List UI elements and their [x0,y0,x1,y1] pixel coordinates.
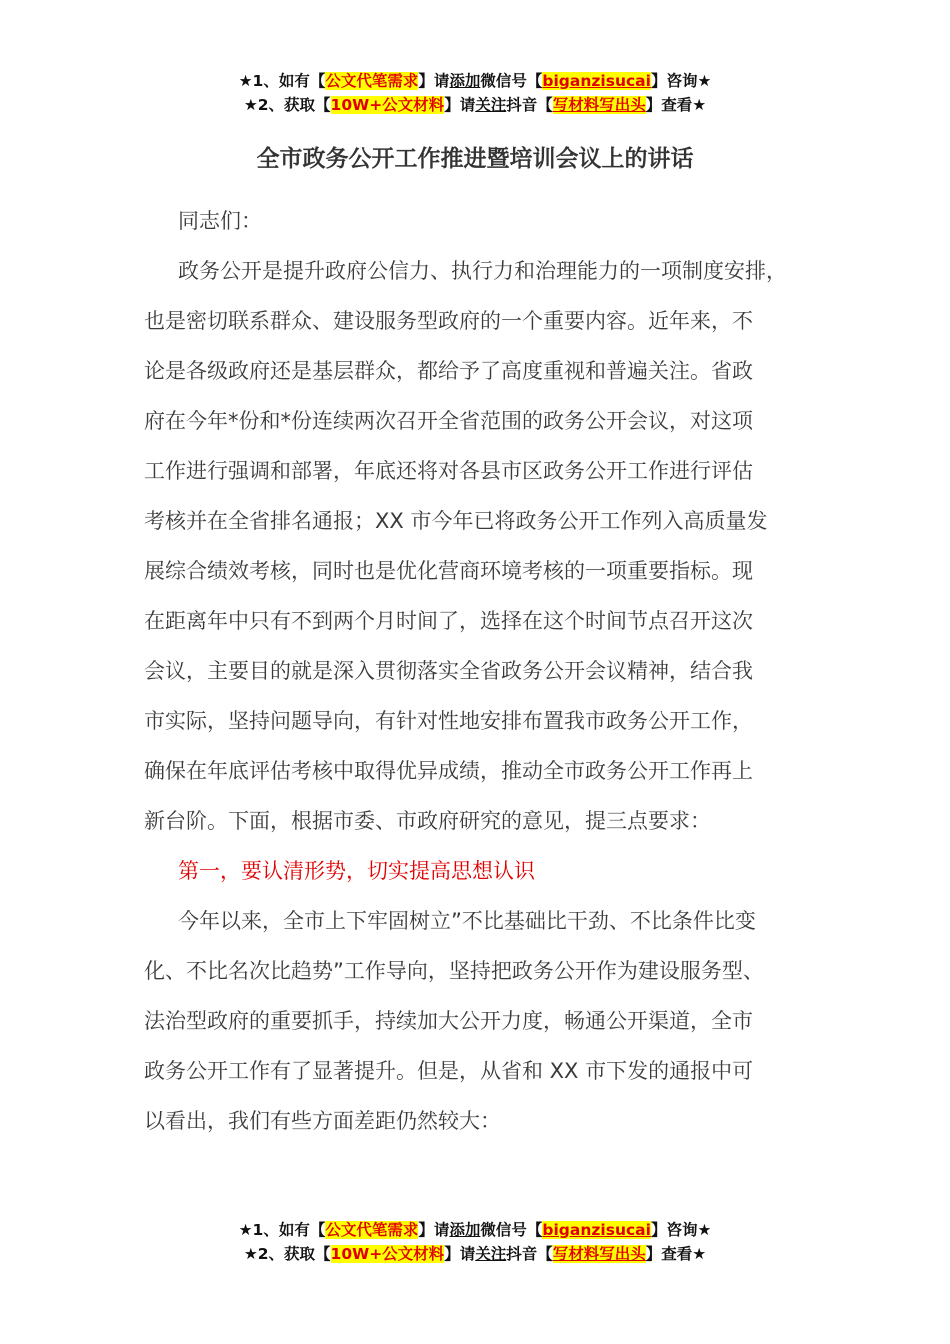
document-title: 全市政务公开工作推进暨培训会议上的讲话 [256,146,694,172]
promo-underline: 添加 [449,72,481,90]
promo-underline: 关注 [475,1245,507,1263]
promo-text: 抖音【 [506,1245,553,1263]
promo-text: 】咨询★ [650,1221,712,1239]
promo-footer [0,1218,950,1266]
promo-line-2 [0,93,950,117]
promo-text: 】请 [444,1245,476,1263]
paragraph-line: 论是各级政府还是基层群众，都给予了高度重视和普遍关注。省政 [144,359,753,383]
promo-text: 微信号【 [480,72,543,90]
paragraph-line: 法治型政府的重要抓手，持续加大公开力度，畅通公开渠道，全市 [144,1009,753,1033]
paragraph-line: 市实际，坚持问题导向，有针对性地安排布置我市政务公开工作， [144,709,753,733]
promo-wechat-id: biganzisucai [542,72,651,90]
paragraph-line: 确保在年底评估考核中取得优异成绩，推动全市政务公开工作再上 [144,759,753,783]
promo-header [0,69,950,117]
promo-text: 抖音【 [506,96,553,114]
promo-text: ★2、获取【 [243,96,331,114]
paragraph-line: 展综合绩效考核，同时也是优化营商环境考核的一项重要指标。现 [144,559,753,583]
promo-highlight: 10W+公文材料 [330,96,445,114]
paragraph-line: 考核并在全省排名通报；XX 市今年已将政务公开工作列入高质量发 [144,509,768,533]
promo-text: 】查看★ [645,1245,707,1263]
promo-douyin-id: 写材料写出头 [552,96,646,114]
promo-line-1 [0,69,950,93]
paragraph-line: 政务公开工作有了显著提升。但是，从省和 XX 市下发的通报中可 [144,1059,754,1083]
paragraph-line: 会议，主要目的就是深入贯彻落实全省政务公开会议精神，结合我 [144,659,753,683]
promo-text: 】请 [418,72,450,90]
document-body [144,196,844,1146]
paragraph-line: 新台阶。下面，根据市委、市政府研究的意见，提三点要求： [144,809,711,833]
paragraph-line: 今年以来，全市上下牢固树立”不比基础比干劲、不比条件比变 [178,909,756,933]
promo-underline: 关注 [475,96,507,114]
paragraph-line: 也是密切联系群众、建设服务型政府的一个重要内容。近年来，不 [144,309,753,333]
promo-highlight: 公文代笔需求 [325,1221,419,1239]
promo-text: 】请 [444,96,476,114]
promo-highlight: 公文代笔需求 [325,72,419,90]
paragraph-line: 以看出，我们有些方面差距仍然较大： [144,1109,501,1133]
promo-text: 】请 [418,1221,450,1239]
salutation: 同志们： [178,209,262,233]
section-heading: 第一，要认清形势，切实提高思想认识 [178,859,535,883]
promo-line-2 [0,1242,950,1266]
paragraph-line: 府在今年*份和*份连续两次召开全省范围的政务公开会议，对这项 [144,409,753,433]
paragraph-line: 化、不比名次比趋势”工作导向，坚持把政务公开作为建设服务型、 [144,959,764,983]
promo-text: ★1、如有【 [238,72,326,90]
promo-text: 】查看★ [645,96,707,114]
promo-text: ★2、获取【 [243,1245,331,1263]
promo-text: 微信号【 [480,1221,543,1239]
promo-douyin-id: 写材料写出头 [552,1245,646,1263]
promo-line-1 [0,1218,950,1242]
paragraph-line: 工作进行强调和部署，年底还将对各县市区政务公开工作进行评估 [144,459,753,483]
promo-wechat-id: biganzisucai [542,1221,651,1239]
promo-underline: 添加 [449,1221,481,1239]
paragraph-line: 政务公开是提升政府公信力、执行力和治理能力的一项制度安排， [178,259,787,283]
promo-text: ★1、如有【 [238,1221,326,1239]
paragraph-line: 在距离年中只有不到两个月时间了，选择在这个时间节点召开这次 [144,609,753,633]
promo-highlight: 10W+公文材料 [330,1245,445,1263]
promo-text: 】咨询★ [650,72,712,90]
